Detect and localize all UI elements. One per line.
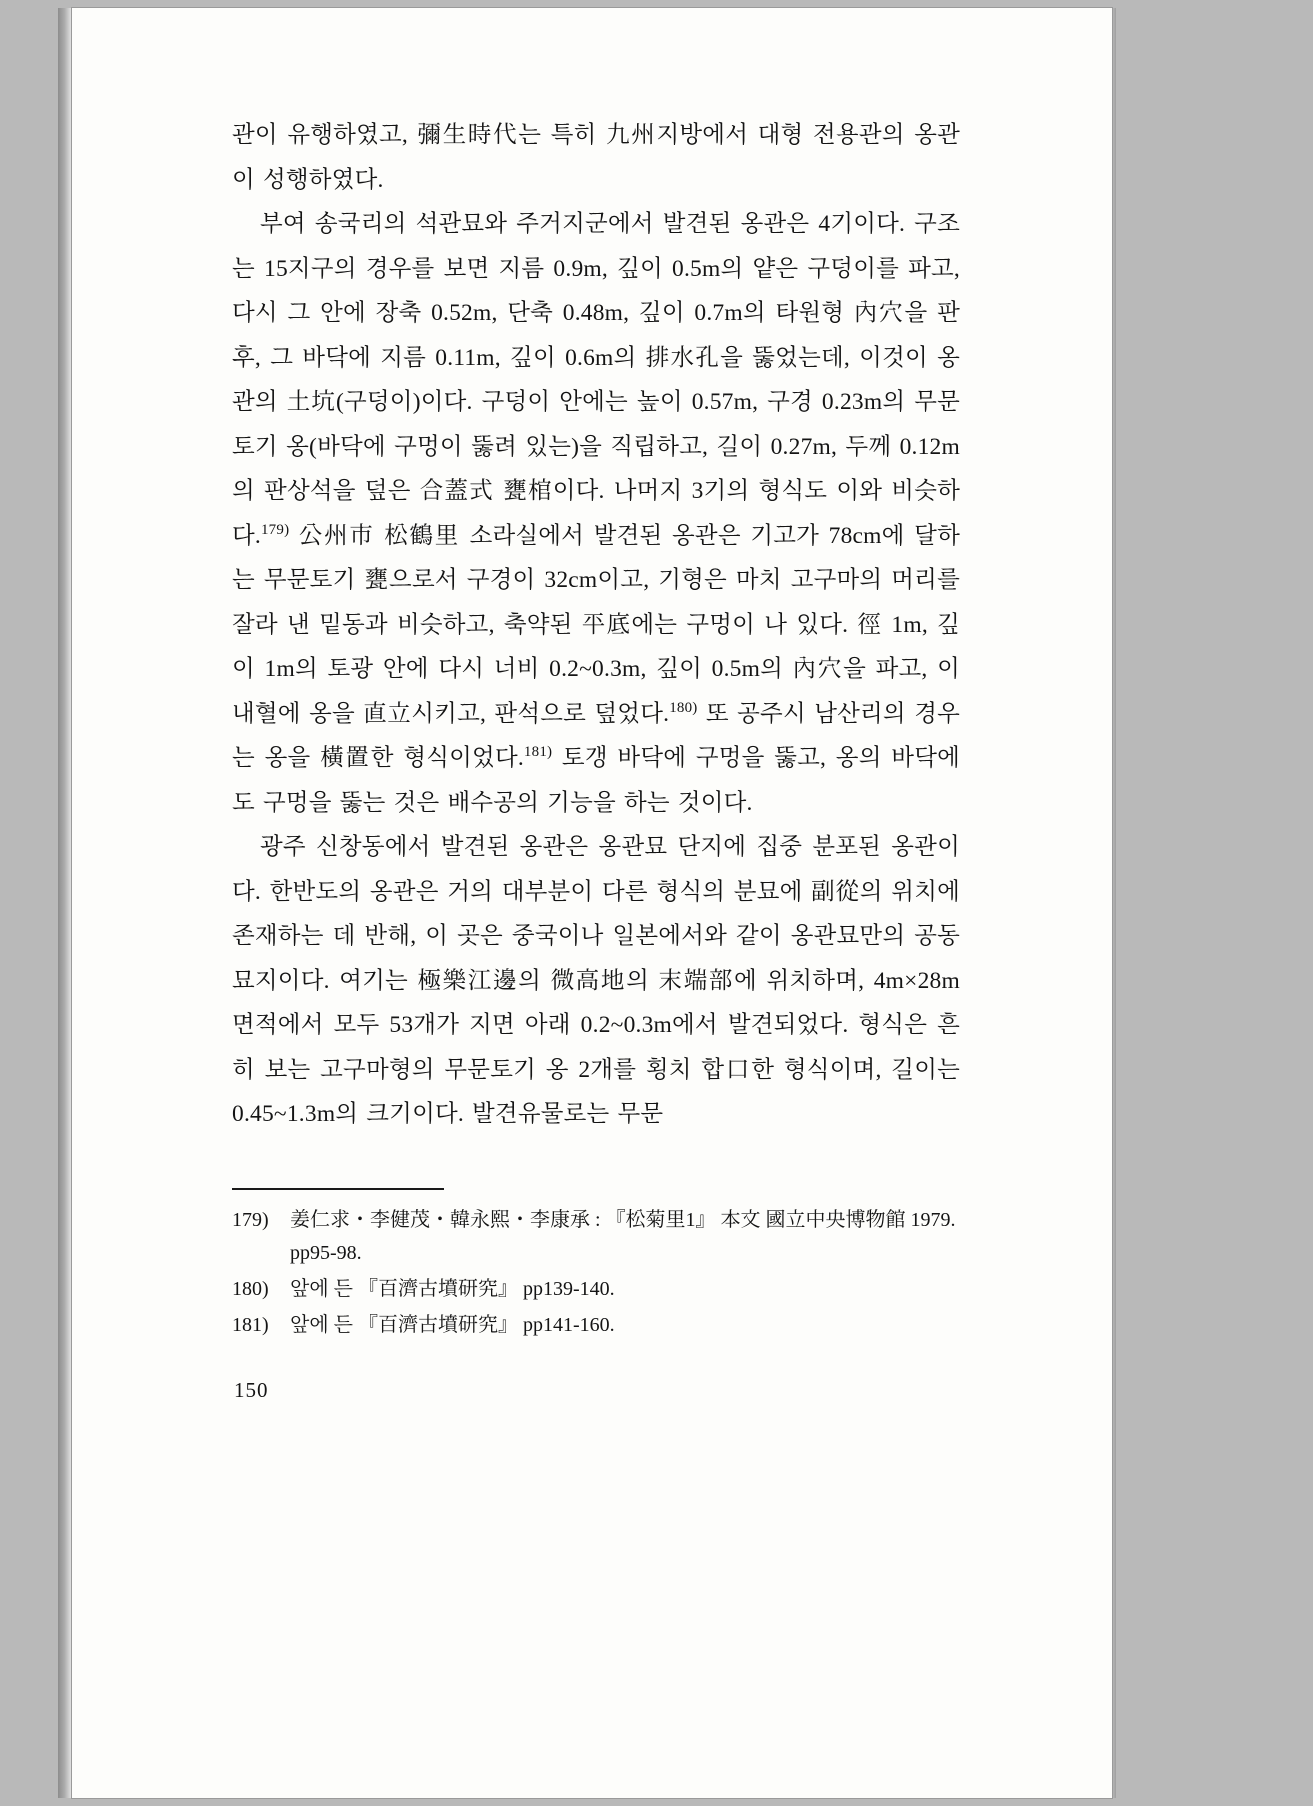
paragraph-2 — [232, 202, 960, 825]
footnote-ref-179[interactable]: 179) — [260, 521, 290, 538]
footnote-ref-180[interactable]: 180) — [669, 699, 698, 716]
footnote-list — [232, 1204, 962, 1345]
page-number: 150 — [234, 1378, 269, 1402]
footnote-text-179: 姜仁求・李健茂・韓永熙・李康承 : 『松菊里1』 本文 國立中央博物館 1979. — [290, 1209, 956, 1231]
paragraph-2-segment-2: 公州市 松鶴里 소라실에서 발견된 옹관은 기고가 78cm에 달하는 무문토기 甕으로서 구경이 32cm이고, 기형은 마치 고구마의 머리를 잘라 낸 밑동과 비슷하고, 축약된 平底에는 구멍이 나 있다. 徑 1m, 깊이 1m의 토광 안에 다시 너비 0.2~0.3m, 깊이 0.5m의 內穴을 파고, 이 내혈에 옹을 直立시키고, 판석으로 덮었다. — [232, 522, 960, 727]
footnote-item-181 — [232, 1309, 962, 1342]
footnote-number-180: 180) — [232, 1278, 269, 1300]
footnote-separator-rule — [232, 1188, 444, 1190]
footnote-text-179-continued: pp95-98. — [290, 1242, 362, 1264]
document-page — [72, 8, 1112, 1798]
paragraph-2-segment-3: 또 공주시 남산리의 경우는 옹을 橫置한 형식이었다. — [232, 700, 961, 771]
footnote-item-180 — [232, 1273, 962, 1306]
paragraph-2-segment-1: 부여 송국리의 석관묘와 주거지군에서 발견된 옹관은 4기이다. 구조는 15지구의 경우를 보면 지름 0.9m, 깊이 0.5m의 얕은 구덩이를 파고, 다시 그 안에 장축 0.52m, 단축 0.48m, 깊이 0.7m의 타원형 內穴을 판 후, 그 바닥에 지름 0.11m, 깊이 0.6m의 排水孔을 뚫었는데, 이것이 옹관의 土坑(구덩이)이다. 구덩이 안에는 높이 0.57m, 구경 0.23m의 무문토기 옹(바닥에 구멍이 뚫려 있는)을 직립하고, 길이 0.27m, 두께 0.12m의 판상석을 덮은 合蓋式 甕棺이다. 나머지 3기의 형식도 이와 비슷하다. — [232, 211, 960, 549]
footnote-number-179: 179) — [232, 1209, 269, 1231]
footnote-text-181: 앞에 든 『百濟古墳研究』 pp141-160. — [290, 1314, 615, 1336]
footnote-ref-181[interactable]: 181) — [523, 744, 553, 761]
paragraph-1: 관이 유행하였고, 彌生時代는 특히 九州지방에서 대형 전용관의 옹관이 성행하였다. — [232, 122, 960, 193]
paragraph-3: 광주 신창동에서 발견된 옹관은 옹관묘 단지에 집중 분포된 옹관이다. 한반도의 옹관은 거의 대부분이 다른 형식의 분묘에 副從의 위치에 존재하는 데 반해, 이 곳은 중국이나 일본에서와 같이 옹관묘만의 공동묘지이다. 여기는 極樂江邊의 微高地의 末端部에 위치하며, 4m×28m 면적에서 모두 53개가 지면 아래 0.2~0.3m에서 발견되었다. 형식은 흔히 보는 고구마형의 무문토기 옹 2개를 횡치 합口한 형식이며, 길이는 0.45~1.3m의 크기이다. 발견유물로는 무문 — [232, 834, 960, 1127]
footnote-item-179 — [232, 1204, 962, 1270]
footnote-number-181: 181) — [232, 1314, 269, 1336]
body-text-block — [232, 113, 960, 1137]
footnote-text-180: 앞에 든 『百濟古墳研究』 pp139-140. — [290, 1278, 615, 1300]
paragraph-2-segment-4: 토갱 바닥에 구멍을 뚫고, 옹의 바닥에도 구멍을 뚫는 것은 배수공의 기능을 하는 것이다. — [232, 745, 960, 816]
